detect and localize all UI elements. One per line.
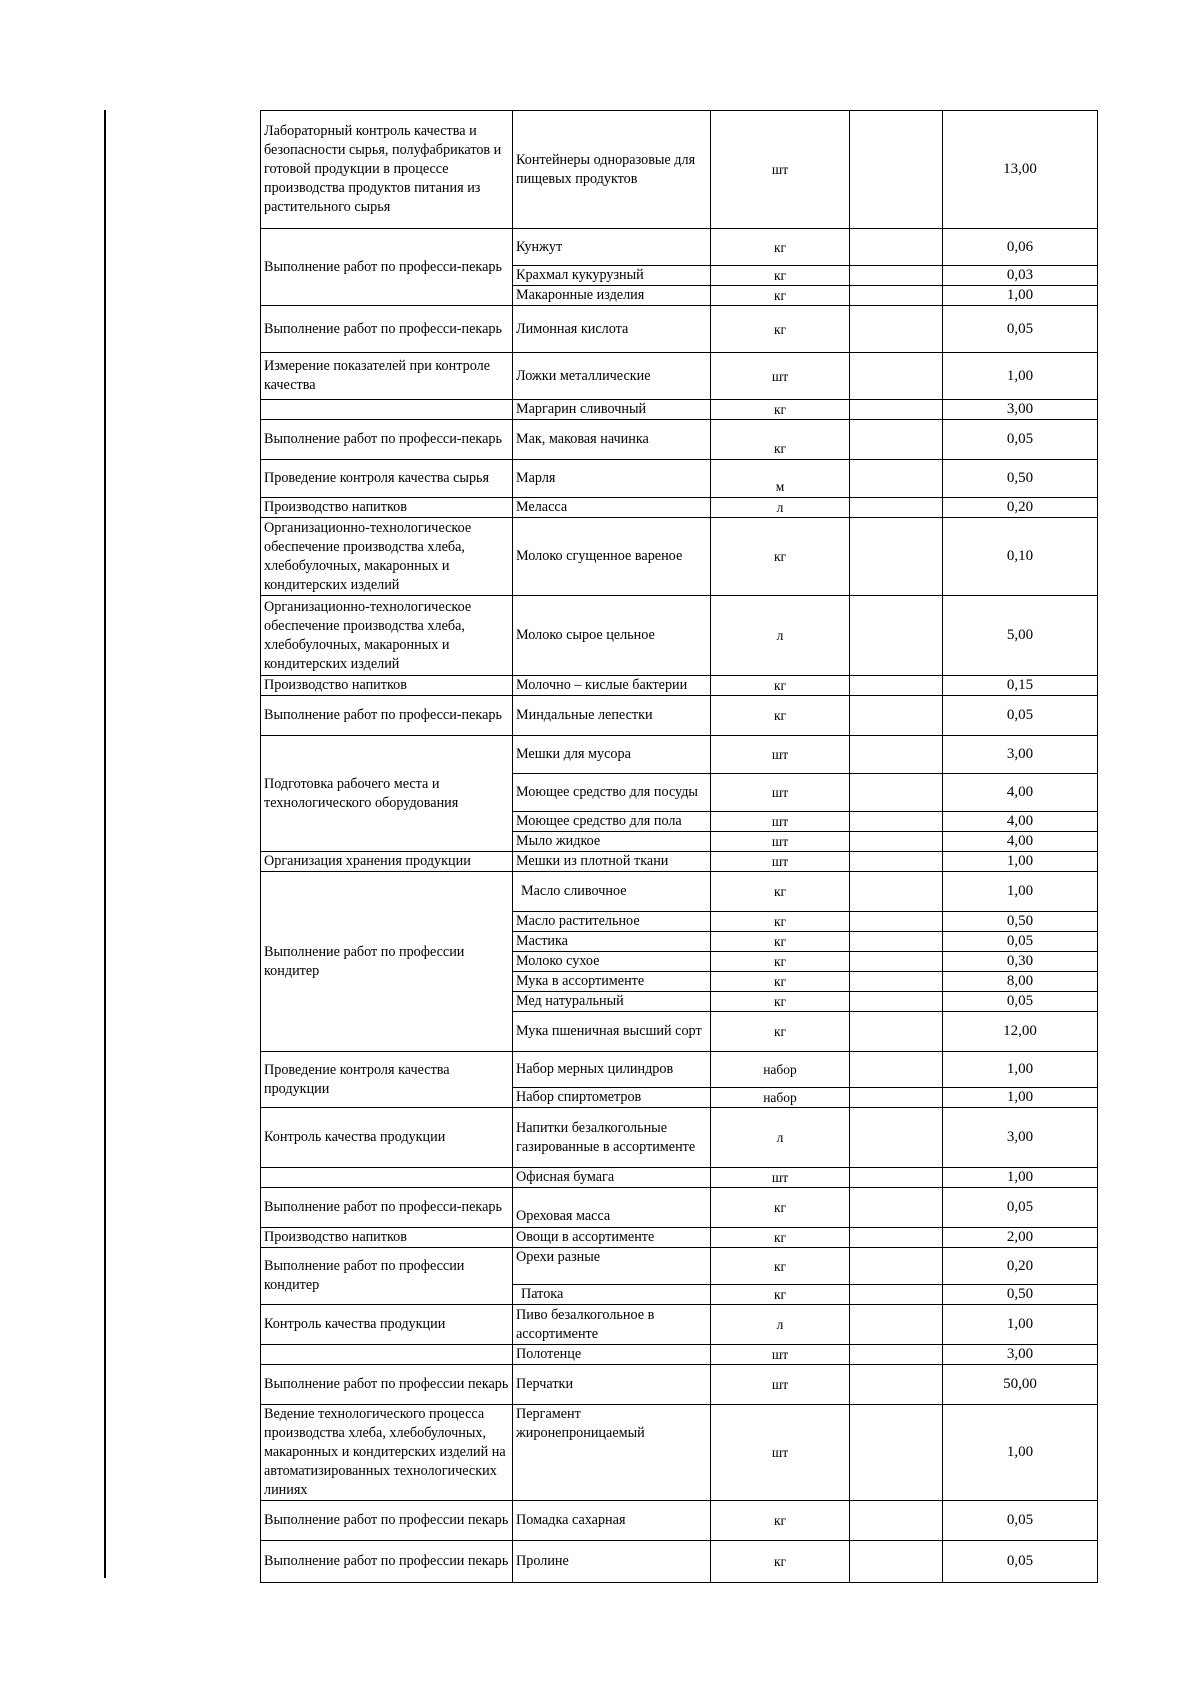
table-row <box>261 736 1098 774</box>
left-margin-line <box>104 110 106 1578</box>
empty-cell <box>850 1052 943 1088</box>
table-row <box>261 1108 1098 1168</box>
activity-cell: Проведение контроля качества продукции <box>261 1052 513 1108</box>
quantity-cell: 13,00 <box>943 111 1098 229</box>
quantity-cell: 1,00 <box>943 353 1098 400</box>
empty-cell <box>850 518 943 596</box>
unit-cell: шт <box>711 111 850 229</box>
empty-cell <box>850 1108 943 1168</box>
quantity-cell: 4,00 <box>943 812 1098 832</box>
material-name-cell: Набор спиртометров <box>513 1088 711 1108</box>
material-name-cell: Пергамент жиронепроницаемый <box>513 1405 711 1501</box>
empty-cell <box>850 676 943 696</box>
material-name-cell: Напитки безалкогольные газированные в ассортименте <box>513 1108 711 1168</box>
material-name-cell: Офисная бумага <box>513 1168 711 1188</box>
activity-cell: Выполнение работ по професси-пекарь <box>261 229 513 306</box>
unit-cell: кг <box>711 229 850 266</box>
unit-cell: шт <box>711 852 850 872</box>
unit-cell: набор <box>711 1052 850 1088</box>
table-row <box>261 1305 1098 1345</box>
quantity-cell: 0,15 <box>943 676 1098 696</box>
quantity-cell: 0,20 <box>943 498 1098 518</box>
table-row <box>261 498 1098 518</box>
activity-cell <box>261 400 513 420</box>
empty-cell <box>850 992 943 1012</box>
unit-cell: шт <box>711 1365 850 1405</box>
material-name-cell: Моющее средство для посуды <box>513 774 711 812</box>
quantity-cell: 0,05 <box>943 1501 1098 1541</box>
quantity-cell: 0,50 <box>943 912 1098 932</box>
quantity-cell: 1,00 <box>943 1305 1098 1345</box>
material-name-cell: Молоко сырое цельное <box>513 596 711 676</box>
material-name-cell: Пиво безалкогольное в ассортименте <box>513 1305 711 1345</box>
unit-cell: кг <box>711 1541 850 1583</box>
empty-cell <box>850 286 943 306</box>
material-name-cell: Масло растительное <box>513 912 711 932</box>
unit-cell: кг <box>711 306 850 353</box>
material-name-cell: Мак, маковая начинка <box>513 420 711 460</box>
material-name-cell: Лимонная кислота <box>513 306 711 353</box>
empty-cell <box>850 1188 943 1228</box>
quantity-cell: 3,00 <box>943 1345 1098 1365</box>
material-name-cell: Контейнеры одноразовые для пищевых продуктов <box>513 111 711 229</box>
table-row <box>261 676 1098 696</box>
activity-cell: Подготовка рабочего места и технологического оборудования <box>261 736 513 852</box>
table-row <box>261 1052 1098 1088</box>
unit-cell: кг <box>711 1501 850 1541</box>
table-row <box>261 1248 1098 1285</box>
quantity-cell: 1,00 <box>943 852 1098 872</box>
quantity-cell: 0,06 <box>943 229 1098 266</box>
table-row <box>261 111 1098 229</box>
quantity-cell: 3,00 <box>943 736 1098 774</box>
table-row <box>261 852 1098 872</box>
activity-cell: Выполнение работ по професси-пекарь <box>261 1188 513 1228</box>
unit-cell: кг <box>711 1285 850 1305</box>
material-name-cell: Мука пшеничная высший сорт <box>513 1012 711 1052</box>
activity-cell: Производство напитков <box>261 676 513 696</box>
quantity-cell: 4,00 <box>943 832 1098 852</box>
activity-cell: Измерение показателей при контроле качества <box>261 353 513 400</box>
quantity-cell: 0,05 <box>943 306 1098 353</box>
unit-cell: кг <box>711 696 850 736</box>
unit-cell: л <box>711 1108 850 1168</box>
unit-cell: кг <box>711 1012 850 1052</box>
empty-cell <box>850 1541 943 1583</box>
activity-cell: Выполнение работ по професси-пекарь <box>261 420 513 460</box>
empty-cell <box>850 832 943 852</box>
empty-cell <box>850 952 943 972</box>
table-row <box>261 1541 1098 1583</box>
quantity-cell: 1,00 <box>943 1088 1098 1108</box>
empty-cell <box>850 1305 943 1345</box>
empty-cell <box>850 111 943 229</box>
unit-cell: кг <box>711 1188 850 1228</box>
activity-cell: Выполнение работ по профессии кондитер <box>261 872 513 1052</box>
quantity-cell: 0,20 <box>943 1248 1098 1285</box>
unit-cell: кг <box>711 286 850 306</box>
empty-cell <box>850 1168 943 1188</box>
table-row <box>261 518 1098 596</box>
quantity-cell: 2,00 <box>943 1228 1098 1248</box>
empty-cell <box>850 1365 943 1405</box>
table-row <box>261 229 1098 266</box>
material-name-cell: Макаронные изделия <box>513 286 711 306</box>
material-name-cell: Мыло жидкое <box>513 832 711 852</box>
activity-cell: Организационно-технологическое обеспечение производства хлеба, хлебобулочных, макаронных и кондитерских изделий <box>261 596 513 676</box>
unit-cell: набор <box>711 1088 850 1108</box>
empty-cell <box>850 306 943 353</box>
table-row <box>261 1228 1098 1248</box>
unit-cell: кг <box>711 992 850 1012</box>
material-name-cell: Орехи разные <box>513 1248 711 1285</box>
unit-cell: шт <box>711 832 850 852</box>
quantity-cell: 0,05 <box>943 420 1098 460</box>
quantity-cell: 1,00 <box>943 872 1098 912</box>
table-row <box>261 1345 1098 1365</box>
unit-cell: шт <box>711 736 850 774</box>
unit-cell: шт <box>711 774 850 812</box>
table-row <box>261 306 1098 353</box>
material-name-cell: Крахмал кукурузный <box>513 266 711 286</box>
empty-cell <box>850 812 943 832</box>
quantity-cell: 1,00 <box>943 1168 1098 1188</box>
material-name-cell: Перчатки <box>513 1365 711 1405</box>
quantity-cell: 8,00 <box>943 972 1098 992</box>
empty-cell <box>850 1405 943 1501</box>
table-row <box>261 1188 1098 1228</box>
activity-cell: Выполнение работ по профессии кондитер <box>261 1248 513 1305</box>
unit-cell: шт <box>711 1345 850 1365</box>
activity-cell: Выполнение работ по профессии пекарь <box>261 1365 513 1405</box>
empty-cell <box>850 1088 943 1108</box>
material-name-cell: Мастика <box>513 932 711 952</box>
empty-cell <box>850 912 943 932</box>
activity-cell: Ведение технологического процесса производства хлеба, хлебобулочных, макаронных и кондитерских изделий на автоматизированных технологических линиях <box>261 1405 513 1501</box>
quantity-cell: 1,00 <box>943 1405 1098 1501</box>
table-row <box>261 872 1098 912</box>
unit-cell: кг <box>711 420 850 460</box>
unit-cell: кг <box>711 518 850 596</box>
quantity-cell: 50,00 <box>943 1365 1098 1405</box>
material-name-cell: Мука в ассортименте <box>513 972 711 992</box>
material-name-cell: Маргарин сливочный <box>513 400 711 420</box>
activity-cell: Производство напитков <box>261 1228 513 1248</box>
empty-cell <box>850 852 943 872</box>
material-name-cell: Ложки металлические <box>513 353 711 400</box>
unit-cell: л <box>711 596 850 676</box>
quantity-cell: 1,00 <box>943 286 1098 306</box>
material-name-cell: Миндальные лепестки <box>513 696 711 736</box>
quantity-cell: 1,00 <box>943 1052 1098 1088</box>
materials-table-body <box>261 111 1098 1583</box>
activity-cell: Выполнение работ по професси-пекарь <box>261 696 513 736</box>
table-row <box>261 696 1098 736</box>
empty-cell <box>850 1345 943 1365</box>
unit-cell: кг <box>711 1248 850 1285</box>
activity-cell: Лабораторный контроль качества и безопасности сырья, полуфабрикатов и готовой продукции в процессе производства продуктов питания из растительного сырья <box>261 111 513 229</box>
unit-cell: шт <box>711 353 850 400</box>
quantity-cell: 0,10 <box>943 518 1098 596</box>
quantity-cell: 3,00 <box>943 400 1098 420</box>
empty-cell <box>850 460 943 498</box>
unit-cell: кг <box>711 676 850 696</box>
unit-cell: кг <box>711 952 850 972</box>
empty-cell <box>850 1248 943 1285</box>
unit-cell: м <box>711 460 850 498</box>
material-name-cell: Пролине <box>513 1541 711 1583</box>
quantity-cell: 0,50 <box>943 1285 1098 1305</box>
table-row <box>261 1501 1098 1541</box>
material-name-cell: Кунжут <box>513 229 711 266</box>
empty-cell <box>850 400 943 420</box>
material-name-cell: Моющее средство для пола <box>513 812 711 832</box>
material-name-cell: Мешки для мусора <box>513 736 711 774</box>
quantity-cell: 0,30 <box>943 952 1098 972</box>
activity-cell: Организация хранения продукции <box>261 852 513 872</box>
quantity-cell: 0,03 <box>943 266 1098 286</box>
activity-cell <box>261 1345 513 1365</box>
activity-cell <box>261 1168 513 1188</box>
unit-cell: шт <box>711 1168 850 1188</box>
empty-cell <box>850 696 943 736</box>
activity-cell: Производство напитков <box>261 498 513 518</box>
empty-cell <box>850 736 943 774</box>
empty-cell <box>850 1285 943 1305</box>
table-row <box>261 400 1098 420</box>
activity-cell: Выполнение работ по профессии пекарь <box>261 1501 513 1541</box>
material-name-cell: Мед натуральный <box>513 992 711 1012</box>
unit-cell: шт <box>711 812 850 832</box>
materials-table <box>260 110 1098 1583</box>
empty-cell <box>850 1012 943 1052</box>
material-name-cell: Молочно – кислые бактерии <box>513 676 711 696</box>
activity-cell: Контроль качества продукции <box>261 1108 513 1168</box>
unit-cell: кг <box>711 972 850 992</box>
empty-cell <box>850 420 943 460</box>
unit-cell: л <box>711 498 850 518</box>
material-name-cell: Патока <box>513 1285 711 1305</box>
material-name-cell: Овощи в ассортименте <box>513 1228 711 1248</box>
activity-cell: Выполнение работ по профессии пекарь <box>261 1541 513 1583</box>
unit-cell: кг <box>711 872 850 912</box>
quantity-cell: 0,05 <box>943 1541 1098 1583</box>
quantity-cell: 12,00 <box>943 1012 1098 1052</box>
quantity-cell: 0,05 <box>943 932 1098 952</box>
empty-cell <box>850 972 943 992</box>
material-name-cell: Марля <box>513 460 711 498</box>
quantity-cell: 3,00 <box>943 1108 1098 1168</box>
activity-cell: Проведение контроля качества сырья <box>261 460 513 498</box>
empty-cell <box>850 353 943 400</box>
quantity-cell: 0,50 <box>943 460 1098 498</box>
table-row <box>261 1365 1098 1405</box>
material-name-cell: Молоко сгущенное вареное <box>513 518 711 596</box>
table-row <box>261 420 1098 460</box>
empty-cell <box>850 774 943 812</box>
empty-cell <box>850 229 943 266</box>
quantity-cell: 0,05 <box>943 1188 1098 1228</box>
material-name-cell: Масло сливочное <box>513 872 711 912</box>
unit-cell: кг <box>711 266 850 286</box>
material-name-cell: Ореховая масса <box>513 1188 711 1228</box>
empty-cell <box>850 872 943 912</box>
table-row <box>261 596 1098 676</box>
material-name-cell: Меласса <box>513 498 711 518</box>
unit-cell: кг <box>711 932 850 952</box>
empty-cell <box>850 266 943 286</box>
empty-cell <box>850 596 943 676</box>
table-row <box>261 1168 1098 1188</box>
material-name-cell: Набор мерных цилиндров <box>513 1052 711 1088</box>
table-row <box>261 353 1098 400</box>
table-row <box>261 1405 1098 1501</box>
empty-cell <box>850 1228 943 1248</box>
material-name-cell: Полотенце <box>513 1345 711 1365</box>
empty-cell <box>850 1501 943 1541</box>
unit-cell: л <box>711 1305 850 1345</box>
quantity-cell: 0,05 <box>943 992 1098 1012</box>
material-name-cell: Помадка сахарная <box>513 1501 711 1541</box>
unit-cell: шт <box>711 1405 850 1501</box>
quantity-cell: 4,00 <box>943 774 1098 812</box>
material-name-cell: Мешки из плотной ткани <box>513 852 711 872</box>
quantity-cell: 0,05 <box>943 696 1098 736</box>
empty-cell <box>850 932 943 952</box>
material-name-cell: Молоко сухое <box>513 952 711 972</box>
empty-cell <box>850 498 943 518</box>
unit-cell: кг <box>711 1228 850 1248</box>
activity-cell: Контроль качества продукции <box>261 1305 513 1345</box>
unit-cell: кг <box>711 400 850 420</box>
unit-cell: кг <box>711 912 850 932</box>
quantity-cell: 5,00 <box>943 596 1098 676</box>
activity-cell: Организационно-технологическое обеспечение производства хлеба, хлебобулочных, макаронных и кондитерских изделий <box>261 518 513 596</box>
table-row <box>261 460 1098 498</box>
activity-cell: Выполнение работ по професси-пекарь <box>261 306 513 353</box>
